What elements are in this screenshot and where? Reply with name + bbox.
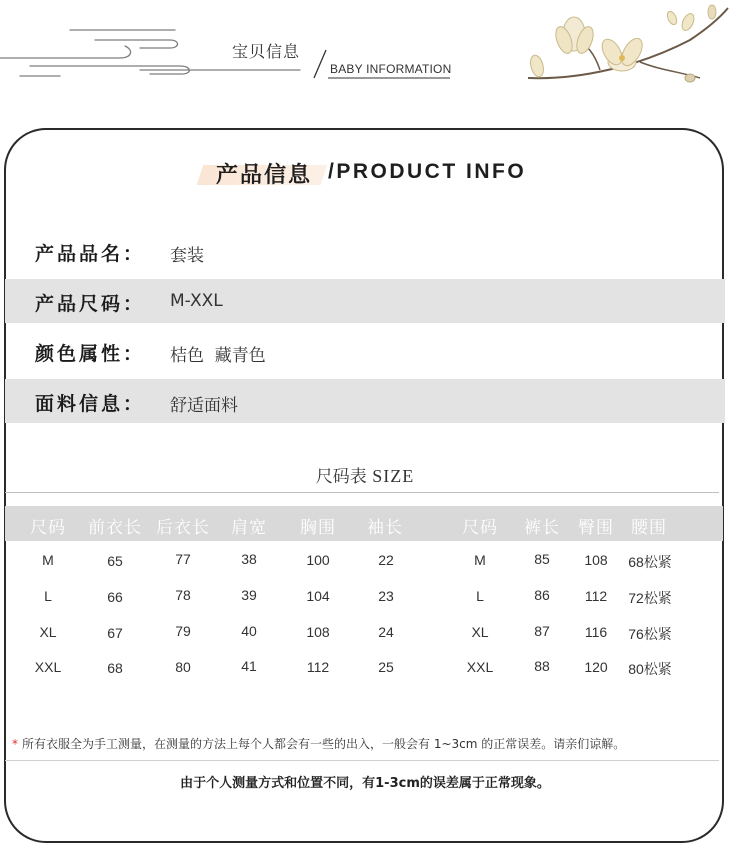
table-cell: 120 bbox=[584, 659, 608, 675]
info-row-color bbox=[5, 329, 725, 373]
table-cell: 80 bbox=[175, 659, 191, 675]
note-star: * bbox=[12, 737, 18, 751]
size-table-title bbox=[0, 462, 730, 487]
table-cell: XXL bbox=[34, 659, 62, 675]
table-cell: 66 bbox=[107, 589, 123, 605]
header-cell: 尺码 bbox=[462, 518, 498, 538]
table-cell: XL bbox=[39, 624, 57, 640]
table-cell: 72松紧 bbox=[628, 590, 672, 606]
table-cell: 25 bbox=[378, 659, 394, 675]
header-cell: 裤长 bbox=[524, 518, 560, 538]
header-cell: 腰围 bbox=[631, 518, 667, 538]
table-cell: 77 bbox=[175, 551, 191, 567]
table-cell: 86 bbox=[534, 587, 550, 603]
header-cell: 肩宽 bbox=[231, 518, 267, 538]
table-cell: 112 bbox=[306, 659, 330, 675]
table-cell: L bbox=[44, 588, 52, 604]
table-cell: 68松紧 bbox=[628, 554, 672, 570]
size-table-header bbox=[5, 506, 723, 541]
table-cell: 22 bbox=[378, 552, 394, 568]
info-value: 桔色 藏青色 bbox=[170, 346, 266, 366]
table-cell: 108 bbox=[306, 624, 330, 640]
header-title-cn: 宝贝信息 bbox=[232, 42, 301, 61]
table-cell: XL bbox=[471, 624, 489, 640]
size-title-cn: 尺码表 bbox=[315, 467, 367, 487]
info-label: 产品尺码： bbox=[35, 293, 146, 315]
header-decoration bbox=[0, 0, 730, 100]
table-cell: M bbox=[42, 552, 54, 568]
table-cell: 68 bbox=[107, 660, 123, 676]
table-cell: 112 bbox=[584, 588, 608, 604]
table-cell: 38 bbox=[241, 551, 257, 567]
info-value: M-XXL bbox=[170, 291, 223, 311]
note-text: 所有衣服全为手工测量，在测量的方法上每个人都会有一些的出入，一般会有 1~3cm 的正常误差。请亲们谅解。 bbox=[22, 737, 626, 751]
table-cell: 65 bbox=[107, 553, 123, 569]
info-row-name bbox=[5, 229, 725, 273]
header-cell: 后衣长 bbox=[156, 518, 210, 538]
divider bbox=[5, 492, 719, 493]
info-label: 面料信息： bbox=[35, 393, 146, 415]
table-cell: 108 bbox=[584, 552, 608, 568]
table-cell: 40 bbox=[241, 623, 257, 639]
table-cell: 24 bbox=[378, 624, 394, 640]
table-cell: M bbox=[474, 552, 486, 568]
table-cell: XXL bbox=[466, 659, 494, 675]
table-cell: 85 bbox=[534, 551, 550, 567]
table-cell: 39 bbox=[241, 587, 257, 603]
error-note: 由于个人测量方式和位置不同，有1-3cm的误差属于正常现象。 bbox=[180, 776, 550, 791]
header-cell: 尺码 bbox=[30, 518, 66, 538]
magnolia-flower-icon bbox=[528, 5, 728, 82]
info-row-fabric bbox=[5, 379, 725, 423]
measurement-note bbox=[12, 735, 625, 752]
header bbox=[0, 0, 730, 100]
table-cell: L bbox=[476, 588, 484, 604]
info-row-size bbox=[5, 279, 725, 323]
table-cell: 23 bbox=[378, 588, 394, 604]
product-title-en: /PRODUCT INFO bbox=[328, 160, 527, 183]
table-cell: 79 bbox=[175, 623, 191, 639]
table-cell: 116 bbox=[584, 624, 608, 640]
table-cell: 67 bbox=[107, 625, 123, 641]
table-cell: 78 bbox=[175, 587, 191, 603]
size-title-en: SIZE bbox=[372, 466, 415, 486]
info-value: 套装 bbox=[170, 246, 204, 266]
slash-divider bbox=[314, 50, 326, 78]
product-title-cn: 产品信息 bbox=[216, 163, 313, 188]
header-cell: 臀围 bbox=[578, 518, 614, 538]
header-cell: 前衣长 bbox=[88, 518, 142, 538]
table-cell: 80松紧 bbox=[628, 661, 672, 677]
info-label: 颜色属性： bbox=[35, 343, 146, 365]
header-cell: 袖长 bbox=[367, 518, 403, 538]
table-cell: 88 bbox=[534, 658, 550, 674]
info-label: 产品品名： bbox=[35, 243, 146, 265]
table-cell: 41 bbox=[241, 658, 257, 674]
table-cell: 76松紧 bbox=[628, 626, 672, 642]
table-cell: 87 bbox=[534, 623, 550, 639]
divider bbox=[5, 760, 719, 761]
info-value: 舒适面料 bbox=[170, 396, 238, 416]
table-cell: 104 bbox=[306, 588, 330, 604]
header-title-en: BABY INFORMATION bbox=[330, 62, 452, 76]
header-cell: 胸围 bbox=[300, 518, 336, 538]
table-cell: 100 bbox=[306, 552, 330, 568]
